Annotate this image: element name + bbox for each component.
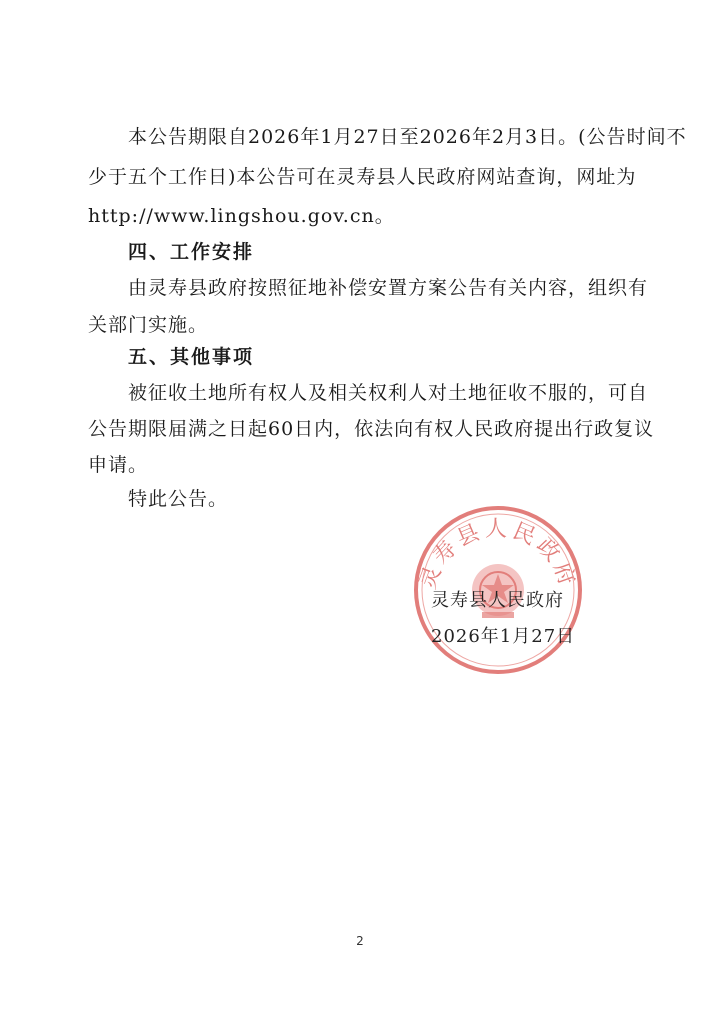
section-heading-other-matters: 五、其他事项 xyxy=(128,346,255,368)
issuer-name: 灵寿县人民政府 xyxy=(431,590,564,611)
paragraph-line: http://www.lingshou.gov.cn。 xyxy=(88,205,395,227)
page-number: 2 xyxy=(356,934,364,948)
paragraph-line: 由灵寿县政府按照征地补偿安置方案公告有关内容，组织有 xyxy=(128,277,649,299)
section-heading-work-arrangement: 四、工作安排 xyxy=(128,241,255,263)
paragraph-line: 关部门实施。 xyxy=(88,314,209,336)
issue-date: 2026年1月27日 xyxy=(431,626,576,647)
closing-text: 特此公告。 xyxy=(128,488,229,510)
paragraph-line: 被征收土地所有权人及相关权利人对土地征收不服的，可自 xyxy=(128,382,649,404)
paragraph-line: 申请。 xyxy=(88,454,149,476)
seal-text: 灵寿县人民政府 xyxy=(415,517,581,593)
paragraph-line: 公告期限届满之日起60日内，依法向有权人民政府提出行政复议 xyxy=(88,418,655,440)
paragraph-line: 本公告期限自2026年1月27日至2026年2月3日。(公告时间不 xyxy=(128,126,687,148)
paragraph-line: 少于五个工作日)本公告可在灵寿县人民政府网站查询，网址为 xyxy=(88,166,637,188)
